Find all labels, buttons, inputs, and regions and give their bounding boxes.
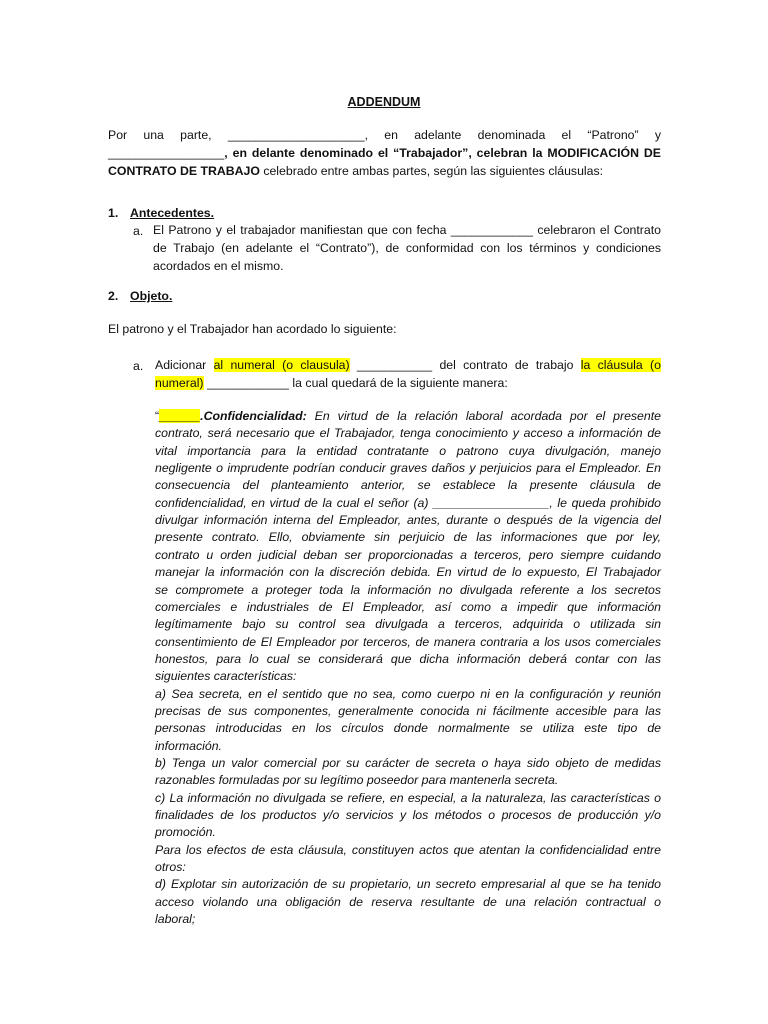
section-2-heading: Objeto. bbox=[130, 289, 173, 303]
intro-word: en bbox=[384, 128, 398, 142]
clause-line: se compromete a proteger toda la información no divulgada referente a los secretos bbox=[155, 582, 661, 597]
clause-line: d) Explotar sin autorización de su propietario, un secreto empresarial al que se ha tenido bbox=[155, 877, 661, 892]
section-2-item-line-1 bbox=[155, 357, 661, 375]
clause-line: promoción. bbox=[155, 825, 216, 840]
clause-line: confidencialidad, en virtud de la cual el señor (a) _________________, le queda prohibido bbox=[155, 495, 661, 510]
section-1-heading: Antecedentes. bbox=[130, 206, 215, 220]
intro-word: Por bbox=[108, 128, 128, 142]
clause-text: En virtud de la relación laboral acordada por el presente bbox=[306, 409, 661, 423]
clause-line: finalidades de los productos y/o servicios y los métodos o procesos de producción y/o bbox=[155, 808, 661, 823]
clause-line bbox=[155, 408, 661, 426]
trabajador-blank: _________________ bbox=[108, 146, 225, 160]
highlighted-text: al numeral (o clausula) bbox=[213, 358, 350, 372]
clause-line: información. bbox=[155, 738, 222, 753]
clause-line: otros: bbox=[155, 860, 186, 875]
clause-line: contrato, será necesario que el Trabajador, tenga conocimiento y acceso a información de bbox=[155, 426, 661, 441]
clause-line: vital importancia para la entidad contratante o patrono cuya divulgación, manejo bbox=[155, 443, 661, 458]
patrono-blank: ____________________, bbox=[227, 128, 369, 142]
clause-line: personas introducidas en los círculos donde normalmente se utiliza este tipo de bbox=[155, 721, 661, 736]
intro-word: parte, bbox=[180, 128, 212, 142]
intro-line-1 bbox=[108, 127, 661, 145]
agreement-line: El patrono y el Trabajador han acordado lo siguiente: bbox=[108, 322, 397, 336]
intro-word: el bbox=[561, 128, 572, 142]
clause-line: acceso violando una obligación de reserva resultante de una relación contractual o bbox=[155, 894, 661, 909]
intro-line-3 bbox=[108, 163, 661, 181]
intro-bold-text: CONTRATO DE TRABAJO bbox=[108, 164, 260, 178]
item-text: ____________ la cual quedará de la siguiente manera: bbox=[203, 376, 508, 390]
section-2-number: 2. bbox=[108, 289, 119, 303]
highlighted-text: la cláusula (o bbox=[580, 358, 661, 372]
clause-line: divulgar información interna del Empleador, antes, durante o después de la vigencia del bbox=[155, 513, 661, 528]
clause-heading: .Confidencialidad: bbox=[200, 409, 307, 423]
clause-line: c) La información no divulgada se refiere, en especial, a la naturaleza, las características o bbox=[155, 790, 661, 805]
intro-word: y bbox=[654, 128, 661, 142]
intro-word: adelante bbox=[414, 128, 462, 142]
highlighted-text: numeral) bbox=[155, 376, 204, 390]
clause-line: a) Sea secreta, en el sentido que no sea, como cuerpo ni en la configuración y reunión bbox=[155, 686, 661, 701]
intro-text: , en delante denominado el “Trabajador”, celebran la bbox=[224, 146, 548, 160]
section-1-number: 1. bbox=[108, 206, 119, 220]
clause-line: siguientes características: bbox=[155, 669, 297, 684]
clause-line: presente contrato. Ello, obviamente sin perjuicio de las informaciones que por ley, bbox=[155, 530, 661, 545]
clause-line: negligente o imprudente podrían conducir graves daños y perjuicios para el Empleador. En bbox=[155, 461, 661, 476]
section-1-item-line: acordados en el mismo. bbox=[153, 259, 284, 273]
clause-line: razonables formuladas por su legítimo poseedor para mantenerla secreta. bbox=[155, 773, 559, 788]
clause-number-blank: ______ bbox=[159, 409, 201, 423]
clause-line: precisas de sus componentes, generalmente conocida ni fácilmente accesible para las bbox=[155, 703, 661, 718]
clause-line: Para los efectos de esta cláusula, constituyen actos que atentan la confidencialidad entre bbox=[155, 842, 661, 857]
intro-word: “Patrono” bbox=[587, 128, 639, 142]
intro-text: celebrado entre ambas partes, según las siguientes cláusulas: bbox=[259, 164, 604, 178]
section-2-item-line-2 bbox=[155, 375, 661, 393]
clause-line: manejar la información con la discreción debida. En virtud de lo expuesto, El Trabajador bbox=[155, 565, 661, 580]
clause-line: comerciales e industriales de El Empleador, así como a impedir que información bbox=[155, 599, 661, 614]
section-1-item-letter: a. bbox=[133, 224, 144, 238]
intro-word: denominada bbox=[477, 128, 546, 142]
clause-line: consentimiento de El Empleador por terceros, de manera contraria a los usos comerciales bbox=[155, 634, 661, 649]
intro-bold-text: MODIFICACIÓN DE bbox=[547, 146, 661, 160]
item-text: ___________ del contrato de trabajo bbox=[349, 358, 581, 372]
clause-line: b) Tenga un valor comercial por su carácter de secreta o haya sido objeto de medidas bbox=[155, 756, 661, 770]
intro-word: una bbox=[143, 128, 164, 142]
intro-line-2 bbox=[108, 145, 661, 163]
open-quote: “ bbox=[155, 409, 160, 423]
clause-line: consecuencia del planteamiento anterior, se establece la presente cláusula de bbox=[155, 478, 661, 493]
clause-line: honestos, para lo cual se considerará que dicha información deberá contar con las bbox=[155, 651, 661, 666]
section-1-item-line: de Trabajo (en adelante el “Contrato”), de conformidad con los términos y condiciones bbox=[153, 241, 661, 255]
section-1-item-line: El Patrono y el trabajador manifiestan que con fecha ____________ celebraron el Contrato bbox=[153, 223, 661, 237]
section-2-item-letter: a. bbox=[133, 359, 144, 373]
clause-line: legítimamente bajo su control sea divulgada a terceros, adquirida o utilizada sin bbox=[155, 617, 661, 632]
clause-line: contrato u orden judicial deban ser proporcionadas a terceros, pero siempre cuidando bbox=[155, 547, 661, 562]
document-title: ADDENDUM bbox=[347, 95, 421, 109]
clause-line: laboral; bbox=[155, 912, 196, 927]
item-text: Adicionar bbox=[155, 358, 214, 372]
